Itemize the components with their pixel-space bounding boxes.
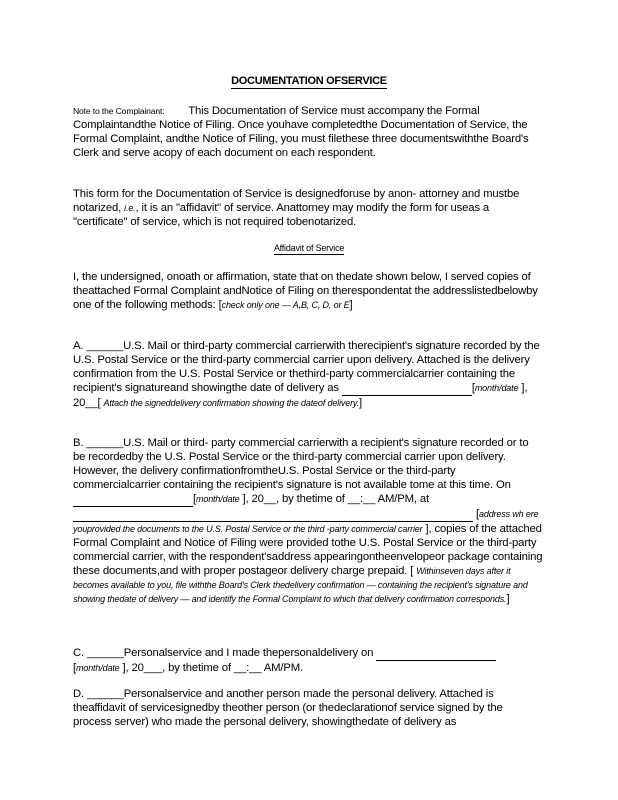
method-b-text: B. ______U.S. Mail or third- party commercial carrierwith a recipient's signature recorded or to be recordedby the U.S. Postal Service or the third-party commercial carrier upon delivery. However, the delivery confirmationfromtheU.S. Postal Service or the third-party commercialcarrier containing the recipient's signature is not available tome at this time. On [73, 437, 529, 491]
method-b-date-blank[interactable] [73, 492, 193, 507]
method-c-text: C. ______Personalservice and I made thepersonaldelivery on [73, 647, 374, 659]
method-a-attach-note: Attach the signeddelivery confirmation showing the dateof delivery. [103, 398, 359, 408]
method-b-time: ], 20__, by thetime of __:__ AM/PM, at [242, 493, 429, 505]
oath-paragraph [73, 270, 543, 312]
form-purpose-text-a: This form for the Documentation of Service is designedforuse by anon- attorney and mustbe notarized, [73, 188, 520, 214]
method-b-paragraph: B. ______U.S. Mail or third- party commercial carrierwith a recipient's signature recorded or to be recordedby the U.S. Postal Service or the third-party commercial carrier upon delivery. However, the delivery confirmationfromtheU.S. Postal Service or the third-party commercialcarrier containing the recipient's signature is not available tome at this time. On [month/date ], 20__, by thetime of __:__ AM/PM, at [address wh ere youprovided the documents to the U.S. Postal Service or the third -party commercial carrier ], copies of the attached Formal Complaint and Notice of Filing were provided tothe U.S. Postal Service or the third-party commercial carrier, with the respondent'saddress appearingontheenvelopeor package containing these documents,and with proper postageor delivery charge prepaid. [ Withinseven days after it becomes available to you, file withthe Board's Clerk thedelivery confirmation — containing the recipient's signature and showing thedate of delivery — and identify the Formal Complaint to which that delivery confirmation corresponds.] [73, 437, 543, 605]
method-a-date-label: month/date [474, 383, 519, 393]
method-b-address-blank[interactable] [73, 507, 473, 522]
method-a-paragraph: A. ______U.S. Mail or third-party commercial carrierwith therecipient's signature recorded by the U.S. Postal Service or the third-party commercial carrier upon delivery. Attached is the delivery confirmation from the U.S. Postal Service or thethird-party commercialcarrier containing the recipient's signatureand showingthe date of delivery as [month/date ], 20__[ Attach the signeddelivery confirmation showing the dateof delivery.] [73, 340, 540, 409]
oath-text: I, the undersigned, onoath or affirmation, state that on thedate shown below, I served copies of theattached Formal Complaint andNotice of Filing on therespondentat the addresslistedbelowby one of the following methods: [ [73, 271, 538, 311]
method-a-year: ], 20__[ [73, 382, 528, 409]
method-d-text: D. ______Personalservice and another person made the personal delivery. Attached is theaffidavit of servicesignedby theother person (or thedeclarationof service signed by the process server) who made the personal delivery, showingthedate of delivery as [73, 688, 503, 728]
note-label: Note to the Complainant: [73, 106, 165, 116]
method-a-text: A. ______U.S. Mail or third-party commercial carrierwith therecipient's signature recorded by the U.S. Postal Service or the third-party commercial carrier upon delivery. Attached is the delivery confirmation from the U.S. Postal Service or thethird-party commercialcarrier containing the recipient's signatureand showingthe date of delivery as [73, 340, 540, 394]
method-b-address-note: address wh ere youprovided the documents to the U.S. Postal Service or the third -party commercial carrier [73, 509, 539, 534]
document-title [0, 75, 618, 87]
oath-close: ] [349, 299, 353, 311]
intro-text: This Documentation of Service must accompany the Formal Complaintandthe Notice of Filing. Once youhave completedthe Documentation of Service, the Formal Complaint, andthe Notice of Filing, you must filethese three documentswiththe Board's Clerk and serve acopy of each document on each respondent. [73, 105, 529, 159]
method-b-within-note: Withinseven days after it becomes available to you, file withthe Board's Clerk thedelivery confirmation — containing the recipient's signature and showing thedate of delivery — and identify the Formal Complaint to which that delivery confirmation corresponds. [73, 566, 528, 604]
method-c-date-blank[interactable] [376, 646, 496, 661]
affidavit-heading-text: Affidavit of Service [273, 243, 345, 253]
method-b-rest: ], copies of the attached Formal Complaint and Notice of Filing were provided tothe U.S. Postal Service or the third-party commercial carrier, with the respondent'saddress appearingontheenvelopeor package containing these documents,and with proper postageor delivery charge prepaid. [ [73, 523, 543, 577]
method-c-rest: ], 20___, by thetime of __:__ AM/PM. [122, 662, 304, 674]
ie-abbrev: i.e. [124, 203, 136, 213]
method-a-date-blank[interactable] [342, 381, 472, 396]
methods-note: check only one — A,B, C, D, or E [221, 300, 350, 310]
intro-paragraph [73, 104, 543, 160]
method-d-paragraph [73, 687, 543, 729]
method-c-paragraph: C. ______Personalservice and I made thepersonaldelivery on [month/date ], 20___, by thetime of __:__ AM/PM. [73, 646, 543, 675]
document-title-text: DOCUMENTATION OFSERVICE [231, 75, 387, 87]
method-b-date-label: month/date [196, 494, 240, 504]
form-purpose-paragraph [73, 187, 543, 229]
method-c-date-label: month/date [76, 663, 120, 673]
form-purpose-text-b: , it is an "affidavit" of service. Anattorney may modify the form for useas a "certificate" of service, which is not required tobenotarized. [73, 202, 490, 228]
affidavit-heading [0, 243, 618, 253]
